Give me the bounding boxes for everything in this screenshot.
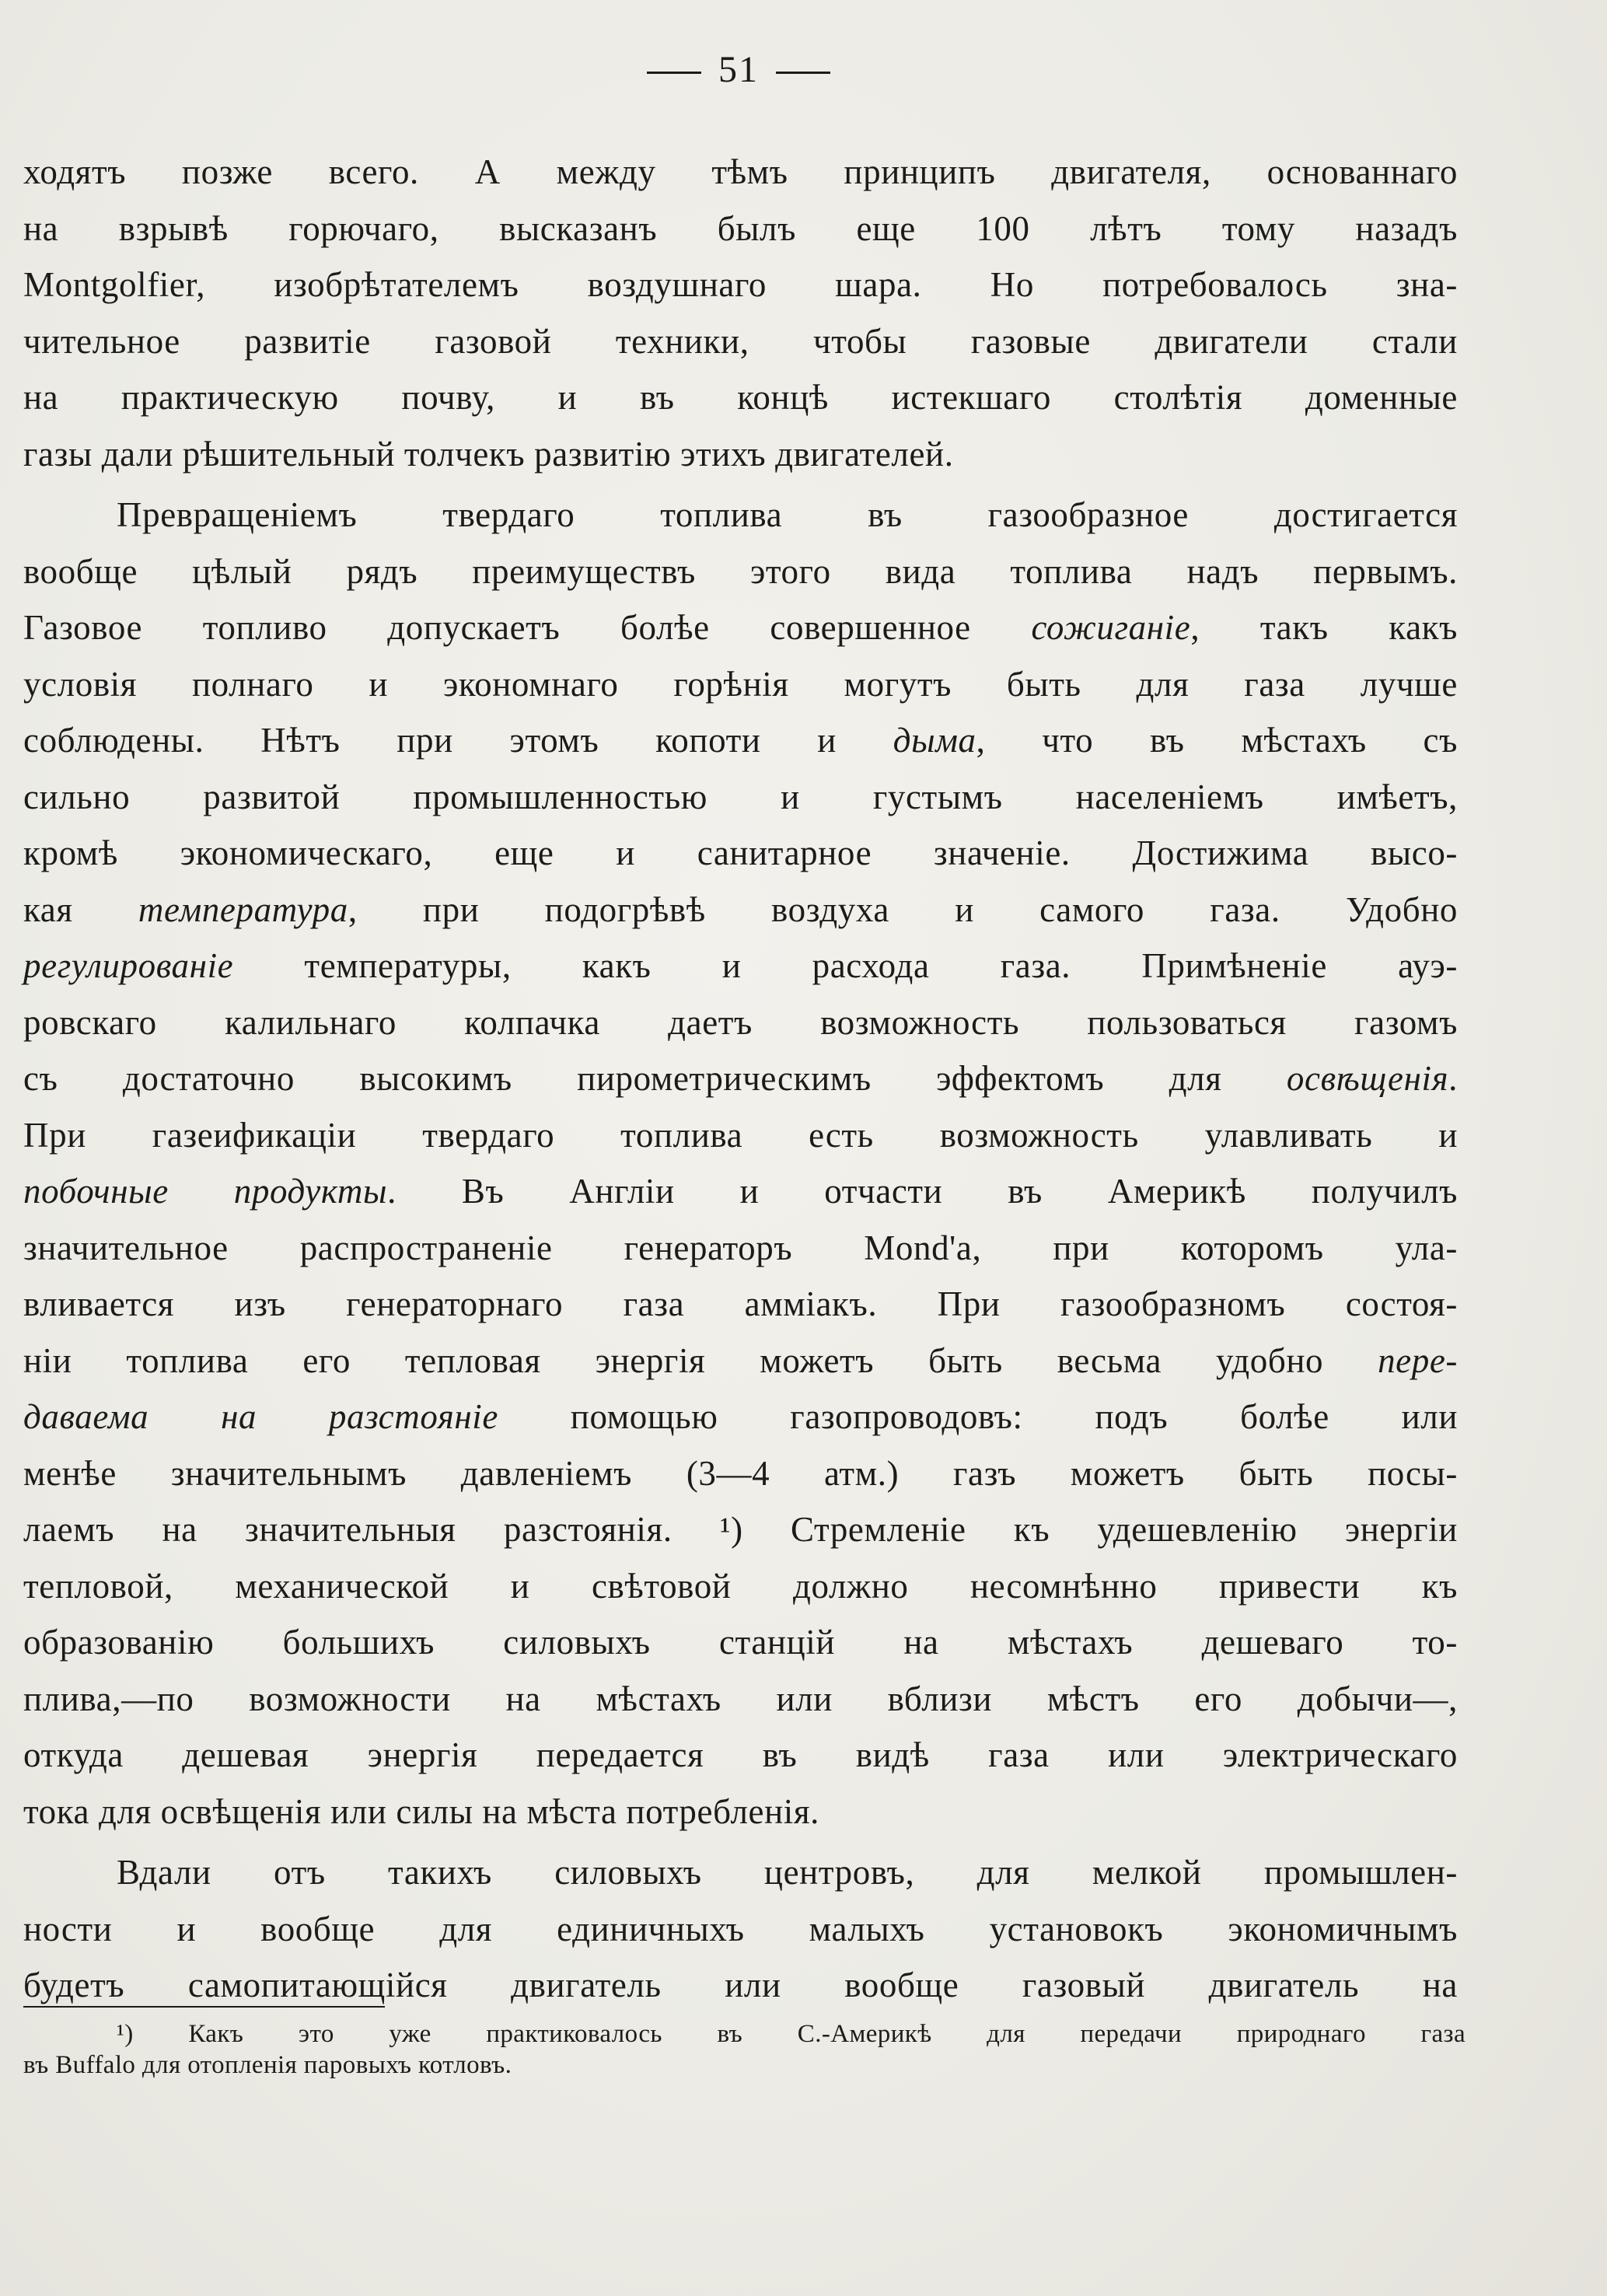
emphasized-term: температура — [138, 889, 348, 929]
text-segment: чительное развитіе газовой техники, чтобы газовые двигатели стали — [23, 321, 1458, 361]
footnote-divider — [23, 2006, 385, 2008]
text-segment: на взрывѣ горючаго, высказанъ былъ еще 100 лѣтъ тому назадъ — [23, 208, 1458, 248]
text-line — [23, 1389, 1458, 1445]
text-line — [23, 1501, 1458, 1558]
text-segment: , что въ мѣстахъ съ — [976, 721, 1458, 760]
header-dash-left — [647, 72, 701, 74]
text-segment: кая — [23, 889, 138, 929]
text-segment: Газовое топливо допускаетъ болѣе совершенное — [23, 608, 1032, 647]
footnote — [23, 2018, 1466, 2081]
text-segment: съ достаточно высокимъ пирометрическимъ эффектомъ для — [23, 1059, 1287, 1098]
text-segment: кромѣ экономическаго, еще и санитарное значеніе. Достижима высо- — [23, 833, 1458, 872]
text-line — [23, 487, 1458, 543]
text-segment: температуры, какъ и расхода газа. Примѣненіе ауэ- — [233, 946, 1458, 985]
text-line — [23, 1050, 1458, 1107]
text-line — [23, 1333, 1458, 1389]
text-line — [23, 1445, 1458, 1502]
text-segment: тока для освѣщенія или силы на мѣста потребленія. — [23, 1791, 820, 1831]
text-segment: , при подогрѣвѣ воздуха и самого газа. Удобно — [348, 889, 1459, 929]
text-line — [23, 769, 1458, 826]
paragraph — [23, 1844, 1458, 2014]
text-segment: . Въ Англіи и отчасти въ Америкѣ получилъ — [387, 1172, 1459, 1211]
text-line — [23, 1844, 1458, 1901]
text-segment: ходятъ позже всего. А между тѣмъ принципъ двигателя, основаннаго — [23, 152, 1458, 191]
text-segment: ности и вообще для единичныхъ малыхъ установокъ экономичнымъ — [23, 1909, 1458, 1948]
text-line — [23, 1614, 1458, 1671]
text-line — [23, 543, 1458, 600]
text-line — [23, 938, 1458, 994]
text-segment: Вдали отъ такихъ силовыхъ центровъ, для мелкой промышлен- — [117, 1853, 1458, 1892]
emphasized-term: пере- — [1378, 1340, 1458, 1380]
text-line — [23, 257, 1458, 313]
text-segment: образованію большихъ силовыхъ станцій на мѣстахъ дешеваго то- — [23, 1623, 1458, 1662]
text-segment: . — [1448, 1059, 1458, 1098]
text-segment: будетъ самопитающійся двигатель или вообще газовый двигатель на — [23, 1966, 1458, 2004]
text-segment: ровскаго калильнаго колпачка даетъ возможность пользоваться газомъ — [23, 1002, 1458, 1042]
text-line — [23, 1107, 1458, 1164]
emphasized-term: регулированіе — [23, 946, 234, 985]
text-segment: ніи топлива его тепловая энергія можетъ быть весьма удобно — [23, 1340, 1378, 1380]
text-line — [23, 1671, 1458, 1728]
text-segment: сильно развитой промышленностью и густымъ населеніемъ имѣетъ, — [23, 777, 1458, 816]
text-segment: значительное распространеніе генераторъ Mond'а, при которомъ ула- — [23, 1228, 1458, 1267]
page-number-header — [0, 48, 1477, 91]
text-line — [23, 1220, 1458, 1277]
text-line — [23, 1558, 1458, 1615]
page-number: 51 — [718, 49, 759, 90]
text-segment: менѣе значительнымъ давленіемъ (3—4 атм.) газъ можетъ быть посы- — [23, 1453, 1458, 1493]
text-segment: Превращеніемъ твердаго топлива въ газообразное достигается — [117, 495, 1458, 534]
text-line — [23, 426, 1458, 483]
text-line — [23, 313, 1458, 370]
text-line — [23, 1957, 1458, 2014]
text-segment: лаемъ на значительныя разстоянія. ¹) Стремленіе къ удешевленію энергіи — [23, 1510, 1458, 1549]
footnote-line: въ Buffalo для отопленія паровыхъ котловъ. — [23, 2051, 512, 2079]
paragraph — [23, 144, 1458, 482]
emphasized-term: даваема на разстояніе — [23, 1397, 498, 1436]
text-line — [23, 712, 1458, 769]
text-segment: помощью газопроводовъ: подъ болѣе или — [498, 1397, 1458, 1436]
text-segment: условія полнаго и экономнаго горѣнія могутъ быть для газа лучше — [23, 664, 1458, 704]
text-line — [23, 1727, 1458, 1784]
text-line — [23, 144, 1458, 201]
text-segment: плива,—по возможности на мѣстахъ или вблизи мѣстъ его добычи—, — [23, 1679, 1458, 1718]
text-segment: , такъ какъ — [1190, 608, 1458, 647]
text-line — [23, 201, 1458, 257]
header-dash-right — [776, 72, 830, 74]
text-segment: вообще цѣлый рядъ преимуществъ этого вида топлива надъ первымъ. — [23, 551, 1458, 591]
text-segment: Montgolfier, изобрѣтателемъ воздушнаго шара. Но потребовалось зна- — [23, 265, 1458, 304]
text-line — [23, 599, 1458, 656]
emphasized-term: сожиганіе — [1031, 608, 1191, 647]
text-segment: При газеификаціи твердаго топлива есть возможность улавливать и — [23, 1115, 1458, 1155]
text-segment: на практическую почву, и въ концѣ истекшаго столѣтія доменные — [23, 378, 1458, 417]
text-line — [23, 825, 1458, 882]
text-segment: тепловой, механической и свѣтовой должно несомнѣнно привести къ — [23, 1566, 1458, 1606]
text-line — [23, 369, 1458, 426]
text-line — [23, 1901, 1458, 1958]
text-line — [23, 1163, 1458, 1220]
text-line — [23, 1276, 1458, 1333]
emphasized-term: побочные продукты — [23, 1172, 388, 1211]
text-line — [23, 882, 1458, 938]
text-segment: откуда дешевая энергія передается въ видѣ газа или электрическаго — [23, 1735, 1458, 1774]
text-segment: газы дали рѣшительный толчекъ развитію этихъ двигателей. — [23, 434, 954, 474]
emphasized-term: дыма — [893, 721, 976, 760]
emphasized-term: освѣщенія — [1286, 1059, 1449, 1098]
body-text — [23, 144, 1458, 2014]
text-segment: соблюдены. Нѣтъ при этомъ копоти и — [23, 721, 893, 760]
text-segment: вливается изъ генераторнаго газа амміакъ. При газообразномъ состоя- — [23, 1284, 1458, 1323]
paragraph — [23, 487, 1458, 1840]
text-line — [23, 656, 1458, 713]
footnote-line: ¹) Какъ это уже практиковалось въ С.-Америкѣ для передачи природнаго газа — [117, 2020, 1466, 2048]
text-line — [23, 994, 1458, 1051]
text-line — [23, 1784, 1458, 1840]
